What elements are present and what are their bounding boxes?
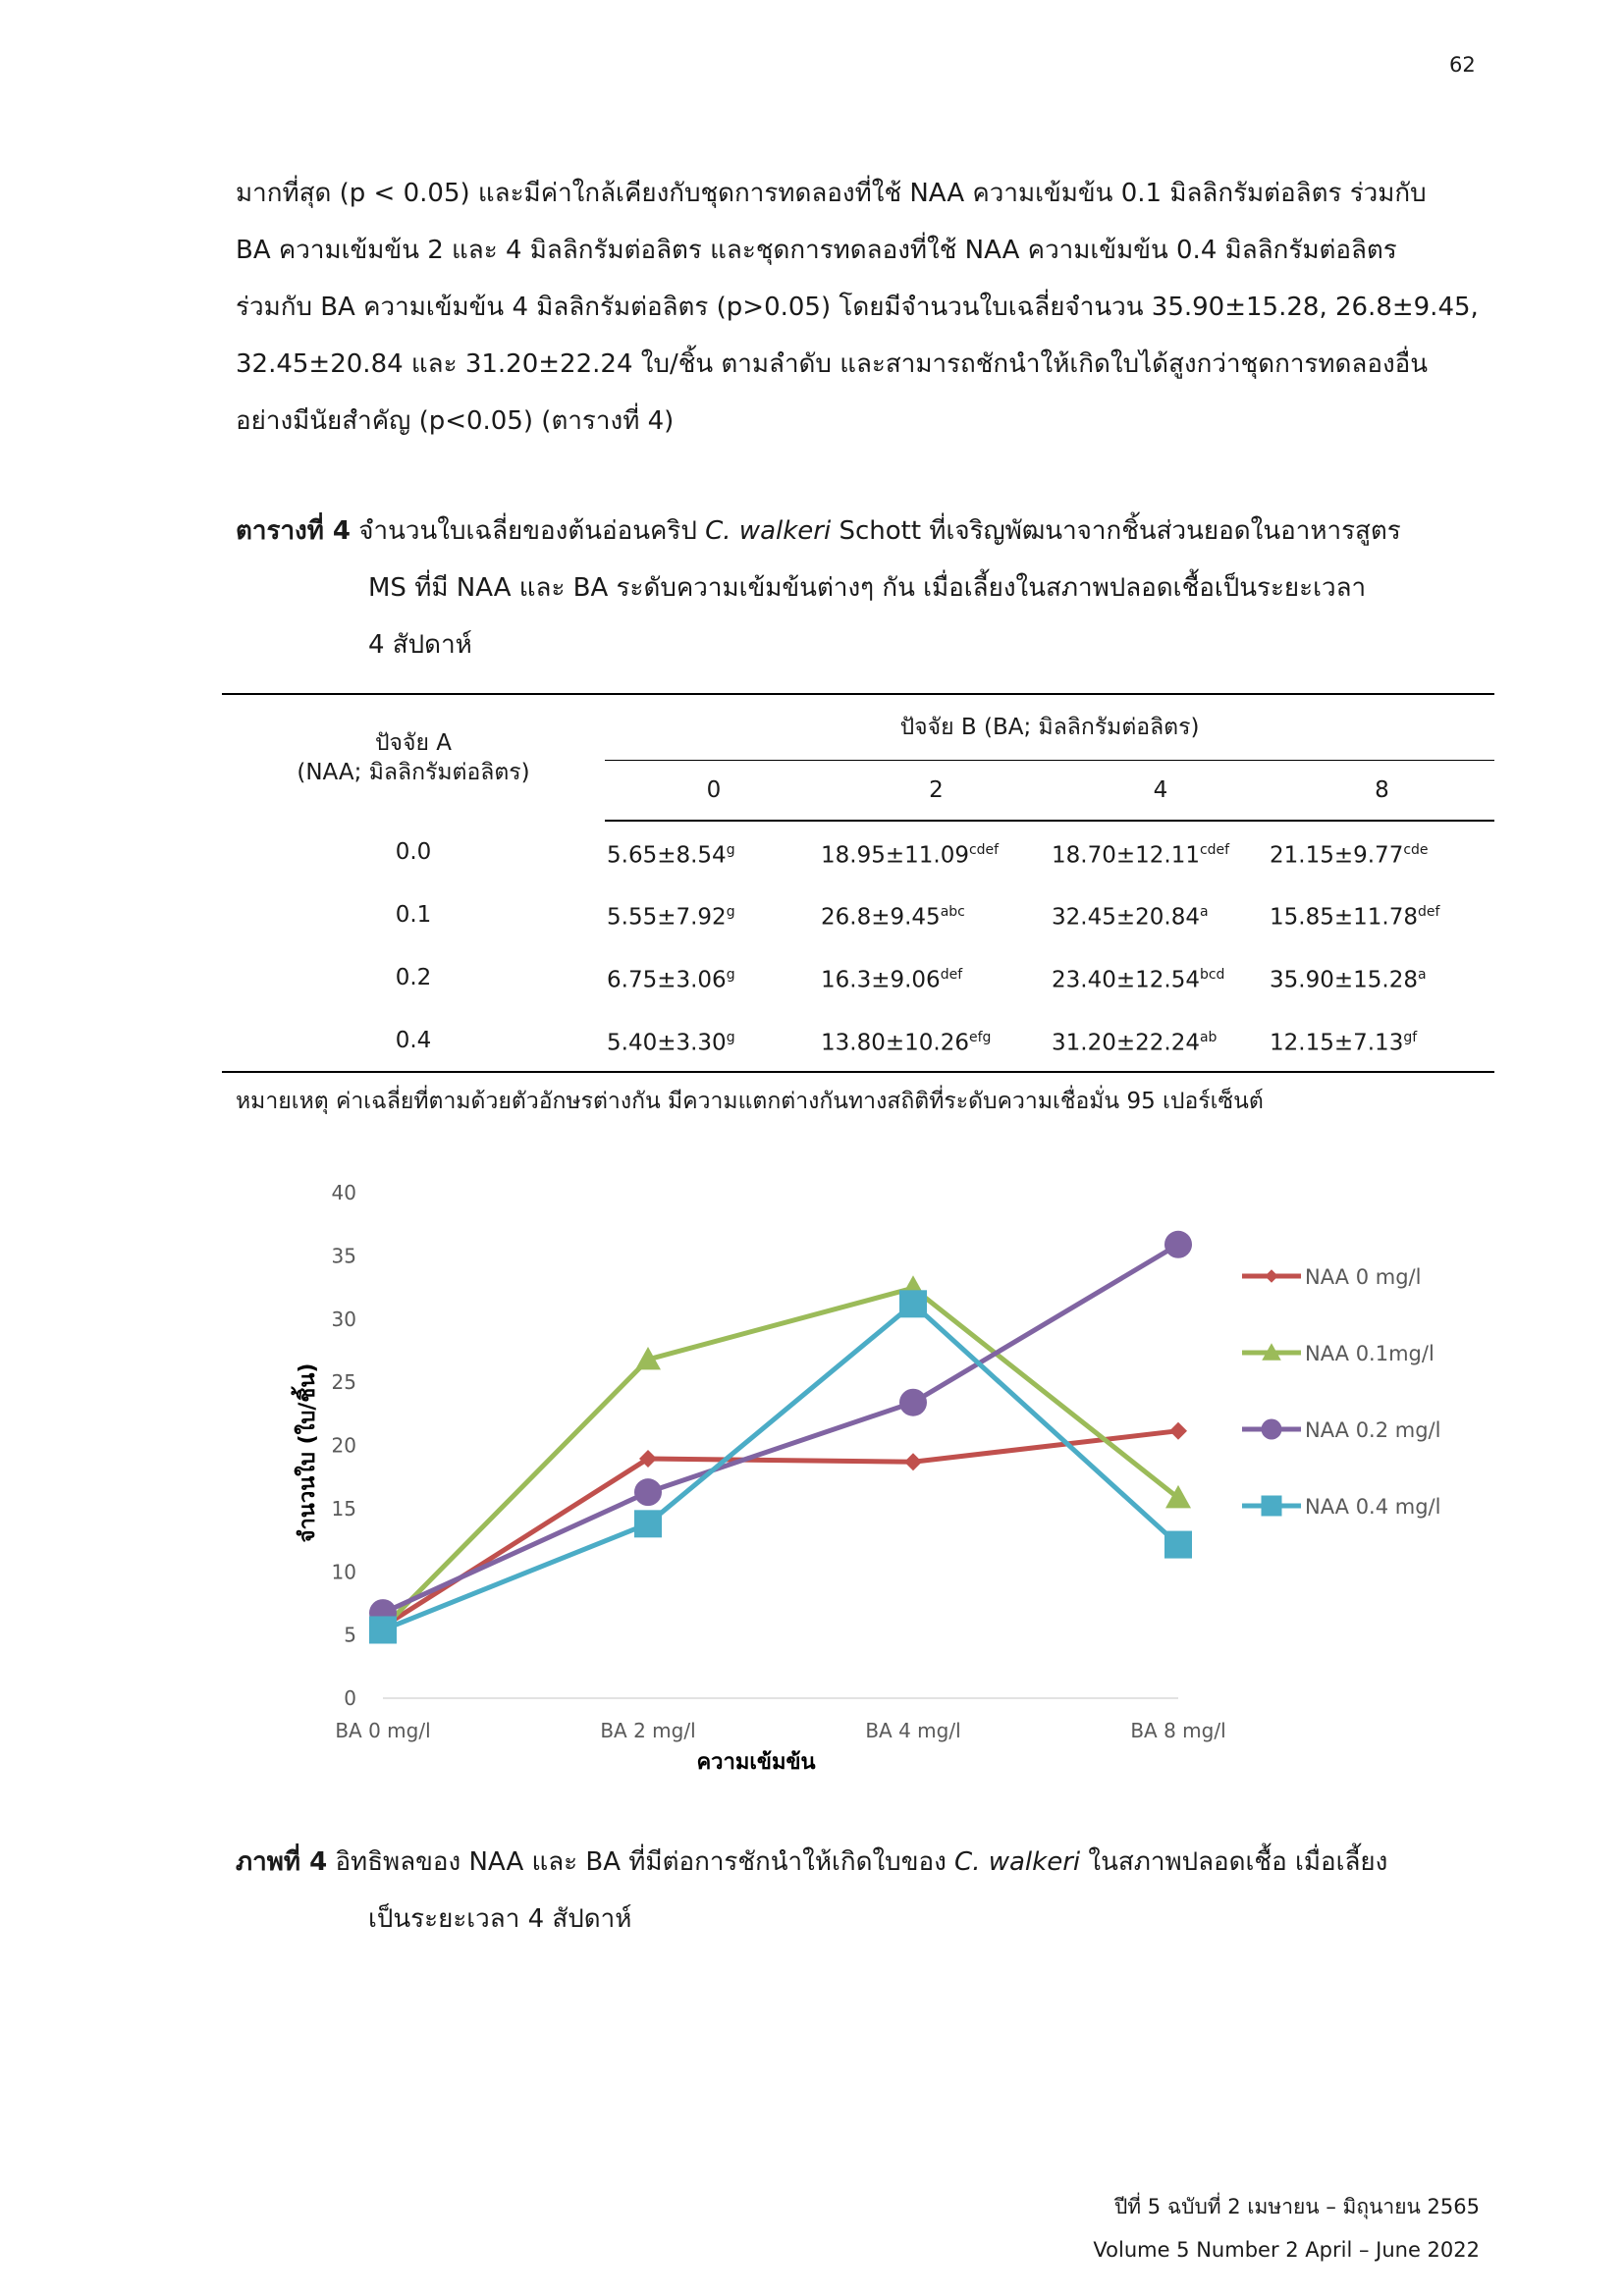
legend-swatch-marker [1262,1419,1282,1440]
mean-cell [1270,821,1494,883]
figure-caption-text: อิทธิพลของ NAA และ BA ที่มีต่อการชักนำให้เกิดใบของ [335,1847,947,1877]
series-line [383,1304,1178,1629]
x-axis-title: ความเข้มข้น [696,1750,816,1775]
mean-cell [821,821,1052,883]
mean-letter: cdef [1199,841,1230,858]
body-line: อย่างมีนัยสำคัญ (p<0.05) (ตารางที่ 4) [236,406,675,436]
data-point-marker [904,1453,922,1470]
mean-letter: gf [1403,1029,1418,1045]
mean-value: 12.15±7.13 [1270,1030,1404,1056]
y-tick-label: 30 [331,1307,356,1331]
table-row [222,946,1494,1009]
mean-value: 18.70±12.11 [1052,842,1200,869]
factor-b-header: ปัจจัย B (BA; มิลลิกรัมต่อลิตร) [605,694,1494,761]
mean-value: 26.8±9.45 [821,904,941,931]
mean-value: 5.65±8.54 [607,842,727,869]
mean-value: 6.75±3.06 [607,967,727,993]
mean-letter: bcd [1199,967,1225,984]
ba-level-header: 4 [1052,761,1270,822]
table-row [222,883,1494,946]
mean-value: 35.90±15.28 [1270,967,1418,993]
y-tick-label: 25 [331,1370,356,1395]
mean-value: 5.55±7.92 [607,904,727,931]
mean-letter: efg [968,1029,992,1045]
page-number: 62 [1449,53,1476,77]
x-tick-label: BA 2 mg/l [600,1719,696,1742]
body-paragraph [236,165,1492,450]
mean-letter: ab [1199,1029,1218,1045]
mean-letter: g [726,967,735,984]
table-caption-line [236,503,1401,560]
mean-cell [1052,883,1270,946]
mean-letter: cdef [968,841,1000,858]
mean-cell [1052,946,1270,1009]
figure-caption-line [236,1834,1387,1891]
legend-swatch-marker [1265,1269,1278,1283]
data-point-marker [634,1510,662,1537]
results-table [222,693,1494,1073]
body-line: BA ความเข้มข้น 2 และ 4 มิลลิกรัมต่อลิตร และชุดการทดลองที่ใช้ NAA ความเข้มข้น 0.4 มิลลิกรัมต่อลิตร [236,236,1397,265]
data-point-marker [369,1616,397,1643]
mean-cell [821,883,1052,946]
legend-label: NAA 0.1mg/l [1305,1342,1435,1365]
mean-value: 32.45±20.84 [1052,904,1200,931]
mean-letter: g [726,841,735,858]
data-point-marker [1164,1531,1192,1559]
mean-cell [1052,1009,1270,1072]
series-line [383,1245,1178,1613]
body-line: มากที่สุด (p < 0.05) และมีค่าใกล้เคียงกับชุดการทดลองที่ใช้ NAA ความเข้มข้น 0.1 มิลลิกรัมต่อลิตร ร่วมกับ [236,179,1427,208]
species-name: C. walkeri [954,1847,1081,1877]
legend-label: NAA 0 mg/l [1305,1265,1422,1289]
data-point-marker [1169,1422,1187,1440]
figure-caption-line: เป็นระยะเวลา 4 สัปดาห์ [368,1904,632,1934]
chart-legend [1242,1265,1440,1519]
y-tick-label: 20 [331,1433,356,1458]
data-point-marker [899,1290,927,1317]
species-name: C. walkeri [705,516,832,546]
table-caption-line: MS ที่มี NAA และ BA ระดับความเข้มข้นต่างๆ กัน เมื่อเลี้ยงในสภาพปลอดเชื้อเป็นระยะเวลา [368,573,1367,603]
x-tick-label: BA 0 mg/l [335,1719,431,1742]
table-note: หมายเหตุ ค่าเฉลี่ยที่ตามด้วยตัวอักษรต่างกัน มีความแตกต่างกันทางสถิติที่ระดับความเชื่อมั่น 95 เปอร์เซ็นต์ [236,1089,1264,1114]
y-axis-title: จำนวนใบ (ใบ/ชิ้น) [296,1362,320,1543]
y-tick-label: 5 [344,1623,356,1647]
ba-level-header: 0 [605,761,821,822]
table-caption-text: จำนวนใบเฉลี่ยของต้นอ่อนคริป [358,516,697,546]
mean-letter: a [1417,967,1427,984]
mean-cell [605,821,821,883]
y-tick-label: 15 [331,1496,356,1521]
footer-thai: ปีที่ 5 ฉบับที่ 2 เมษายน – มิถุนายน 2565 [1113,2195,1480,2218]
y-tick-label: 0 [344,1686,356,1710]
mean-value: 15.85±11.78 [1270,904,1418,931]
mean-value: 13.80±10.26 [821,1030,969,1056]
leaf-count-line-chart [255,1168,1492,1806]
series-layer [369,1231,1192,1644]
mean-letter: a [1199,904,1209,921]
figure-caption-text: ในสภาพปลอดเชื้อ เมื่อเลี้ยง [1088,1847,1388,1877]
naa-level-cell: 0.4 [222,1009,605,1072]
mean-letter: def [940,967,963,984]
mean-cell [1270,946,1494,1009]
factor-a-header [222,694,605,821]
mean-value: 18.95±11.09 [821,842,969,869]
x-axis [335,1698,1225,1742]
table-caption [236,503,1401,673]
mean-letter: abc [940,904,965,921]
legend-label: NAA 0.2 mg/l [1305,1418,1441,1442]
mean-letter: cde [1403,841,1429,858]
y-tick-label: 40 [331,1181,356,1204]
mean-cell [605,883,821,946]
table-row [222,1009,1494,1072]
mean-cell [1270,883,1494,946]
figure-caption-label: ภาพที่ 4 [236,1847,328,1877]
table-caption-text: Schott ที่เจริญพัฒนาจากชิ้นส่วนยอดในอาหารสูตร [839,516,1401,546]
series-line [383,1431,1178,1628]
legend-swatch-marker [1262,1496,1282,1517]
footer-english: Volume 5 Number 2 April – June 2022 [1093,2238,1480,2262]
mean-value: 23.40±12.54 [1052,967,1200,993]
mean-value: 16.3±9.06 [821,967,941,993]
body-line: 32.45±20.84 และ 31.20±22.24 ใบ/ชิ้น ตามลำดับ และสามารถชักนำให้เกิดใบได้สูงกว่าชุดการทดลองอื่น [236,349,1429,379]
naa-level-cell: 0.1 [395,902,432,928]
ba-level-header: 8 [1270,761,1494,822]
x-tick-label: BA 8 mg/l [1130,1719,1226,1742]
y-axis [332,1181,356,1710]
x-tick-label: BA 4 mg/l [865,1719,961,1742]
mean-cell [1270,1009,1494,1072]
table-row [222,821,1494,883]
y-tick-label: 10 [331,1560,356,1584]
table-caption-label: ตารางที่ 4 [236,516,352,546]
naa-level-cell: 0.0 [395,839,432,865]
factor-a-header-line: ปัจจัย A [374,730,453,756]
figure-caption [236,1834,1387,1948]
data-point-marker [634,1478,662,1506]
mean-value: 21.15±9.77 [1270,842,1404,869]
mean-cell [1052,821,1270,883]
mean-value: 31.20±22.24 [1052,1030,1200,1056]
mean-value: 5.40±3.30 [607,1030,727,1056]
table-caption-line: 4 สัปดาห์ [368,630,472,660]
mean-cell [821,946,1052,1009]
mean-cell [821,1009,1052,1072]
mean-cell [605,1009,821,1072]
data-point-marker [899,1389,927,1416]
body-line: ร่วมกับ BA ความเข้มข้น 4 มิลลิกรัมต่อลิตร (p>0.05) โดยมีจำนวนใบเฉลี่ยจำนวน 35.90±15.28, 26.8±9.45, [236,293,1479,322]
mean-letter: g [726,904,735,921]
mean-letter: g [726,1029,735,1045]
ba-level-header: 2 [821,761,1052,822]
factor-a-header-line: (NAA; มิลลิกรัมต่อลิตร) [297,760,530,785]
y-tick-label: 35 [331,1244,356,1268]
mean-cell [605,946,821,1009]
mean-letter: def [1417,904,1440,921]
data-point-marker [1164,1231,1192,1258]
legend-label: NAA 0.4 mg/l [1305,1495,1441,1519]
naa-level-cell: 0.2 [395,965,432,990]
